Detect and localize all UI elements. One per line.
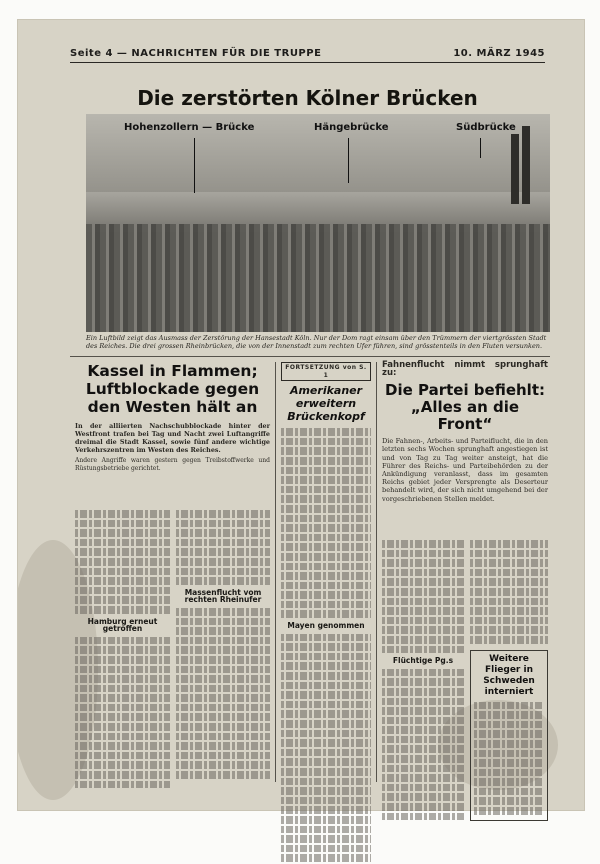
text-line (176, 548, 270, 556)
subhead-mayen: Mayen genommen (287, 621, 365, 631)
text-line (281, 428, 371, 436)
text-line (382, 803, 464, 811)
text-line (281, 534, 371, 542)
text-line (176, 656, 270, 664)
text-line (75, 742, 170, 750)
text-line (176, 529, 270, 537)
text-line (176, 694, 270, 702)
text-line (281, 854, 371, 862)
text-line (75, 568, 170, 576)
text-line (281, 563, 371, 571)
text-line (176, 577, 270, 585)
continuation-tag: FORTSETZUNG von S. 1 (281, 362, 371, 381)
text-line (281, 582, 371, 590)
text-line (281, 610, 371, 618)
text-line (281, 457, 371, 465)
text-line (470, 636, 548, 644)
text-line (382, 774, 464, 782)
text-line (281, 572, 371, 580)
text-line (176, 675, 270, 683)
text-line (281, 730, 371, 738)
text-line (281, 710, 371, 718)
text-line (176, 752, 270, 760)
kassel-column-1 (75, 510, 170, 790)
text-line (176, 742, 270, 750)
text-line (382, 646, 464, 654)
text-line (281, 768, 371, 776)
kassel-lead: In der alliierten Nachschubblockade hinter der Westfront trafen bei Tag und Nacht zwei Luftangriffe dreimal die Stadt Kassel, sowie fünf andere wichtige Verkehrszentren im Westen des Reiches. (75, 422, 270, 454)
text-line (382, 559, 464, 567)
partei-column-2 (470, 540, 548, 821)
text-line (75, 752, 170, 760)
text-line (470, 588, 548, 596)
text-line (75, 646, 170, 654)
text-line (281, 543, 371, 551)
text-line (75, 529, 170, 537)
text-line (75, 704, 170, 712)
text-line (470, 559, 548, 567)
text-line (281, 601, 371, 609)
text-line (281, 787, 371, 795)
text-line (281, 835, 371, 843)
text-line (382, 726, 464, 734)
text-line (176, 685, 270, 693)
text-line (75, 558, 170, 566)
text-line (470, 540, 548, 548)
text-line (176, 713, 270, 721)
text-line (75, 606, 170, 614)
text-line (75, 587, 170, 595)
text-line (75, 781, 170, 789)
text-line (382, 550, 464, 558)
text-line (176, 627, 270, 635)
text-line (176, 723, 270, 731)
text-line (75, 656, 170, 664)
cathedral-spire (511, 134, 519, 204)
text-line (176, 761, 270, 769)
label-arrow (348, 138, 349, 183)
text-line (75, 771, 170, 779)
text-line (75, 723, 170, 731)
text-line (281, 505, 371, 513)
text-line (474, 711, 544, 719)
label-arrow (194, 138, 195, 193)
text-line (75, 548, 170, 556)
text-line (176, 520, 270, 528)
bridge-label-suedbruecke: Südbrücke (456, 122, 516, 133)
text-line (281, 438, 371, 446)
text-line (382, 765, 464, 773)
text-line (470, 598, 548, 606)
text-line (474, 702, 544, 710)
photo-city (86, 224, 550, 332)
kassel-headline: Kassel in Flammen; Luftblockade gegen den Westen hält an (85, 362, 260, 416)
article-kassel (75, 362, 270, 472)
partei-headline: Die Partei befiehlt: „Alles an die Front“ (385, 381, 545, 434)
label-arrow (480, 138, 481, 158)
text-line (382, 617, 464, 625)
text-line (281, 467, 371, 475)
text-line (281, 758, 371, 766)
subhead-hamburg: Hamburg erneut getroffen (87, 616, 158, 634)
text-line (382, 717, 464, 725)
text-line (75, 539, 170, 547)
text-line (382, 755, 464, 763)
text-line (474, 750, 544, 758)
text-line (176, 646, 270, 654)
text-line (470, 607, 548, 615)
text-line (281, 749, 371, 757)
text-line (474, 730, 544, 738)
text-line (382, 669, 464, 677)
text-line (281, 515, 371, 523)
text-line (281, 778, 371, 786)
text-line (382, 540, 464, 548)
text-line (75, 761, 170, 769)
text-line (176, 558, 270, 566)
masthead-date: 10. MÄRZ 1945 (453, 48, 545, 59)
masthead-left: Seite 4 — NACHRICHTEN FÜR DIE TRUPPE (70, 48, 322, 59)
text-line (176, 539, 270, 547)
text-line (281, 806, 371, 814)
text-line (382, 607, 464, 615)
text-line (281, 653, 371, 661)
text-line (382, 793, 464, 801)
subhead-massenflucht: Massenflucht vom rechten Rheinufer (184, 587, 262, 605)
text-line (474, 788, 544, 796)
text-line (176, 666, 270, 674)
text-line (176, 510, 270, 518)
article-bridgehead (281, 362, 371, 864)
text-line (474, 721, 544, 729)
partei-kicker: Fahnenflucht nimmt sprunghaft zu: (382, 360, 548, 378)
bridge-label-hohenzollern: Hohenzollern — Brücke (124, 122, 255, 133)
text-line (281, 691, 371, 699)
text-line (281, 662, 371, 670)
text-line (474, 807, 544, 815)
text-line (470, 578, 548, 586)
text-line (176, 637, 270, 645)
text-line (382, 688, 464, 696)
text-line (382, 588, 464, 596)
text-line (75, 520, 170, 528)
text-line (75, 694, 170, 702)
text-line (281, 720, 371, 728)
text-line (176, 733, 270, 741)
sweden-headline: Weitere Flieger in Schweden interniert (483, 653, 535, 697)
aerial-photo (86, 114, 550, 332)
masthead (70, 48, 545, 63)
text-line (281, 816, 371, 824)
text-line (382, 678, 464, 686)
text-line (474, 759, 544, 767)
text-line (281, 672, 371, 680)
text-line (75, 675, 170, 683)
text-line (382, 745, 464, 753)
text-line (382, 698, 464, 706)
text-line (75, 510, 170, 518)
text-line (281, 476, 371, 484)
column-rule (275, 362, 276, 782)
text-line (281, 797, 371, 805)
text-line (75, 713, 170, 721)
text-line (281, 495, 371, 503)
text-line (75, 577, 170, 585)
text-line (382, 569, 464, 577)
text-line (176, 771, 270, 779)
text-line (281, 826, 371, 834)
text-line (474, 778, 544, 786)
text-line (474, 769, 544, 777)
text-line (75, 685, 170, 693)
subhead-fluechtige: Flüchtige Pg.s (392, 656, 454, 666)
text-line (474, 740, 544, 748)
text-line (470, 550, 548, 558)
text-line (281, 447, 371, 455)
text-line (382, 736, 464, 744)
text-line (75, 666, 170, 674)
text-line (176, 704, 270, 712)
text-line (470, 617, 548, 625)
text-line (75, 596, 170, 604)
text-line (281, 634, 371, 642)
kassel-paragraph: Andere Angriffe waren gestern gegen Treibstoffwerke und Rüstungsbetriebe gerichtet. (75, 457, 270, 472)
text-line (176, 568, 270, 576)
text-line (176, 608, 270, 616)
text-line (382, 626, 464, 634)
bridgehead-headline: Amerikaner erweitern Brückenkopf (287, 384, 365, 424)
article-partei (382, 362, 548, 503)
text-line (281, 682, 371, 690)
text-line (382, 784, 464, 792)
text-line (75, 637, 170, 645)
partei-lead: Die Fahnen-, Arbeits- und Parteiflucht, die in den letzten sechs Wochen sprunghaft angestiegen ist und von Tag zu Tag weiter ansteigt, hat die Führer des Reichs- und Parteibehörden zu der Ankündigung veranlasst, dass im gesamten Reichs gebiet jeder Versprengte als Deserteur behandelt wird, der sich nicht umgehend bei der vorgeschriebenen Stellen meldet. (382, 437, 548, 503)
photo-caption: Ein Luftbild zeigt das Ausmass der Zerstörung der Hansestadt Köln. Nur der Dom ragt einsam über den Trümmern der viertgrössten Stadt des Reiches. Die drei grossen Rheinbrücken, die von der Innenstadt zum rechten Ufer führen, sind grösstenteils in den Fluten versunken. (86, 334, 547, 350)
text-line (470, 569, 548, 577)
text-line (281, 845, 371, 853)
main-headline: Die zerstörten Kölner Brücken (137, 86, 478, 110)
column-rule (376, 362, 377, 782)
bridge-label-haengebruecke: Hängebrücke (314, 122, 389, 133)
sweden-box (470, 650, 548, 821)
text-line (75, 733, 170, 741)
text-line (382, 636, 464, 644)
partei-column-1 (382, 540, 464, 822)
text-line (281, 524, 371, 532)
text-line (281, 643, 371, 651)
text-line (176, 618, 270, 626)
text-line (382, 813, 464, 821)
text-line (474, 797, 544, 805)
cathedral-spire (522, 126, 530, 204)
text-line (281, 591, 371, 599)
text-line (382, 578, 464, 586)
text-line (382, 598, 464, 606)
text-line (281, 701, 371, 709)
text-line (281, 553, 371, 561)
text-line (382, 707, 464, 715)
kassel-column-2 (176, 510, 270, 781)
text-line (281, 486, 371, 494)
divider (70, 356, 550, 357)
text-line (281, 739, 371, 747)
text-line (470, 626, 548, 634)
